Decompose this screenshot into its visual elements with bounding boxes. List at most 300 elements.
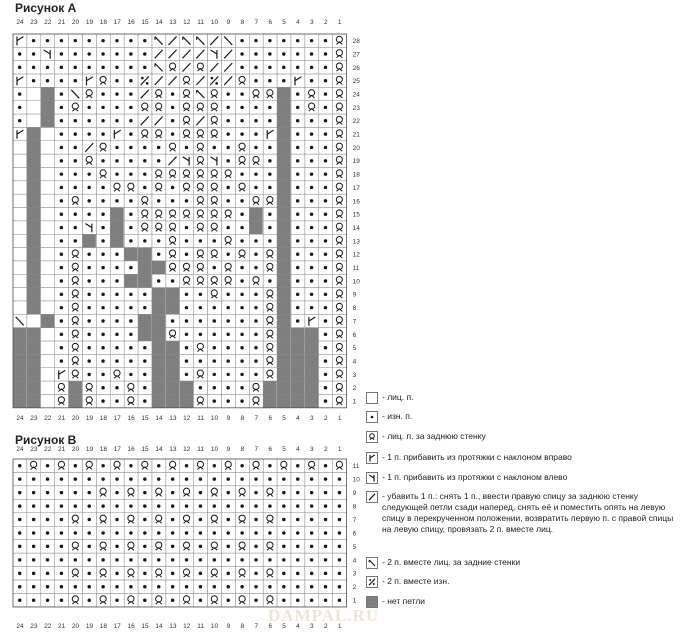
column-number-top: 15 xyxy=(141,446,149,453)
column-number-top: 12 xyxy=(183,446,191,453)
stitch-cell-twisted-knit xyxy=(152,594,166,607)
legend-item-purl xyxy=(366,411,682,423)
row-number: 24 xyxy=(352,91,360,99)
legend-item-increase-right xyxy=(366,452,682,464)
stitch-cell-purl xyxy=(180,553,194,566)
row-number: 1 xyxy=(352,398,357,406)
stitch-cell-purl xyxy=(13,513,27,526)
stitch-cell-purl xyxy=(235,526,249,539)
stitch-cell-twisted-knit xyxy=(69,513,83,526)
stitch-cell-purl xyxy=(69,526,83,539)
column-number-bottom: 14 xyxy=(155,415,163,422)
stitch-cell-purl xyxy=(263,580,277,593)
column-number-bottom: 22 xyxy=(44,623,52,630)
column-number-top: 14 xyxy=(155,19,163,26)
stitch-cell-purl xyxy=(333,472,347,485)
stitch-cell-purl xyxy=(110,499,124,512)
stitch-cell-twisted-knit xyxy=(263,486,277,499)
stitch-cell-purl xyxy=(138,594,152,607)
stitch-cell-purl xyxy=(180,580,194,593)
stitch-cell-purl xyxy=(291,486,305,499)
stitch-cell-twisted-knit xyxy=(208,513,222,526)
stitch-cell-purl xyxy=(249,553,263,566)
stitch-cell-purl xyxy=(69,580,83,593)
legend-item-increase-left xyxy=(366,472,682,484)
column-number-bottom: 8 xyxy=(240,623,245,630)
stitch-cell-purl xyxy=(249,526,263,539)
column-number-top: 11 xyxy=(197,446,205,453)
column-number-bottom: 19 xyxy=(85,623,94,630)
stitch-cell-purl xyxy=(222,499,236,512)
stitch-cell-purl xyxy=(55,567,69,580)
purl-icon xyxy=(366,411,378,423)
column-number-top: 16 xyxy=(127,19,135,26)
legend-item-k2tog-tbl xyxy=(366,557,682,569)
stitch-cell-purl xyxy=(277,594,291,607)
column-number-bottom: 2 xyxy=(323,623,328,630)
stitch-cell-purl xyxy=(319,459,333,472)
legend-text: - убавить 1 п.: снять 1 п., ввести правую спицу за заднюю стенку следующей петли сзади наперед, снять её и поместить опять на левую спицу в перекрученном положении, возвратить первую п. с правой спицы на левую спицу, провязать 2 п. вместе лиц. xyxy=(382,491,674,534)
stitch-cell-purl xyxy=(249,513,263,526)
stitch-cell-purl xyxy=(152,459,166,472)
stitch-cell-purl xyxy=(291,594,305,607)
column-number-top: 23 xyxy=(30,19,38,26)
stitch-cell-purl xyxy=(152,472,166,485)
stitch-cell-purl xyxy=(69,553,83,566)
row-number: 25 xyxy=(352,78,360,86)
stitch-cell-purl xyxy=(41,486,55,499)
stitch-cell-twisted-knit xyxy=(69,567,83,580)
stitch-cell-twisted-knit xyxy=(263,567,277,580)
row-number: 17 xyxy=(352,184,360,192)
stitch-cell-purl xyxy=(319,594,333,607)
knit-icon xyxy=(366,392,378,404)
stitch-cell-purl xyxy=(305,540,319,553)
stitch-cell-purl xyxy=(319,567,333,580)
p2tog-icon xyxy=(366,576,378,588)
column-number-top: 23 xyxy=(30,446,38,453)
column-number-top: 22 xyxy=(44,19,52,26)
stitch-cell-purl xyxy=(41,499,55,512)
row-number: 8 xyxy=(352,305,357,313)
stitch-cell-purl xyxy=(110,472,124,485)
legend-item-no-stitch xyxy=(366,596,682,608)
stitch-cell-purl xyxy=(235,499,249,512)
stitch-cell-purl xyxy=(277,513,291,526)
stitch-cell-purl xyxy=(13,594,27,607)
column-number-bottom: 4 xyxy=(296,623,300,630)
stitch-cell-purl xyxy=(27,594,41,607)
legend-item-twisted-knit xyxy=(366,431,682,443)
stitch-cell-purl xyxy=(319,472,333,485)
stitch-cell-twisted-knit xyxy=(194,459,208,472)
stitch-cell-purl xyxy=(249,580,263,593)
column-number-bottom: 10 xyxy=(210,623,219,630)
column-number-bottom: 5 xyxy=(282,415,286,422)
stitch-cell-purl xyxy=(138,472,152,485)
stitch-cell-purl xyxy=(277,472,291,485)
stitch-cell-purl xyxy=(41,472,55,485)
stitch-cell-purl xyxy=(27,499,41,512)
stitch-cell-purl xyxy=(208,553,222,566)
stitch-cell-purl xyxy=(277,580,291,593)
stitch-cell-twisted-knit xyxy=(110,459,124,472)
legend-item-p2tog xyxy=(366,576,682,588)
stitch-cell-purl xyxy=(194,499,208,512)
stitch-cell-twisted-knit xyxy=(124,513,138,526)
stitch-cell-purl xyxy=(13,540,27,553)
stitch-cell-twisted-knit xyxy=(124,567,138,580)
stitch-cell-purl xyxy=(152,580,166,593)
stitch-cell-twisted-knit xyxy=(180,567,194,580)
legend-item-k2tog xyxy=(366,491,682,535)
row-number: 28 xyxy=(352,38,360,46)
stitch-cell-purl xyxy=(235,472,249,485)
stitch-cell-purl xyxy=(208,499,222,512)
column-number-bottom: 17 xyxy=(113,415,121,422)
stitch-cell-purl xyxy=(166,594,180,607)
column-number-top: 14 xyxy=(155,446,163,453)
stitch-cell-twisted-knit xyxy=(152,540,166,553)
column-number-top: 20 xyxy=(71,19,80,26)
column-number-top: 1 xyxy=(337,19,342,26)
stitch-cell-purl xyxy=(166,526,180,539)
stitch-cell-purl xyxy=(194,526,208,539)
stitch-cell-purl xyxy=(41,526,55,539)
stitch-cell-twisted-knit xyxy=(235,513,249,526)
stitch-cell-purl xyxy=(277,486,291,499)
column-number-top: 6 xyxy=(268,19,272,26)
column-number-top: 21 xyxy=(58,446,66,453)
column-number-bottom: 3 xyxy=(310,623,314,630)
column-number-bottom: 9 xyxy=(226,623,231,630)
column-number-bottom: 21 xyxy=(58,415,66,422)
stitch-cell-purl xyxy=(305,553,319,566)
stitch-cell-purl xyxy=(55,486,69,499)
stitch-cell-purl xyxy=(263,472,277,485)
stitch-cell-purl xyxy=(277,567,291,580)
chart-b-title: Рисунок B xyxy=(15,433,77,447)
column-number-bottom: 12 xyxy=(183,415,191,422)
stitch-cell-twisted-knit xyxy=(222,459,236,472)
column-number-bottom: 24 xyxy=(16,415,24,422)
stitch-cell-purl xyxy=(222,553,236,566)
stitch-cell-twisted-knit xyxy=(152,486,166,499)
row-number: 9 xyxy=(352,490,357,498)
legend-text: - 1 п. прибавить из протяжки с наклоном влево xyxy=(382,472,568,482)
column-number-top: 5 xyxy=(282,19,286,26)
column-number-top: 5 xyxy=(282,446,286,453)
column-number-bottom: 11 xyxy=(197,623,205,630)
stitch-cell-purl xyxy=(291,553,305,566)
stitch-cell-purl xyxy=(110,553,124,566)
row-number: 10 xyxy=(352,476,360,484)
stitch-cell-purl xyxy=(124,499,138,512)
column-number-bottom: 20 xyxy=(71,623,80,630)
stitch-cell-twisted-knit xyxy=(69,594,83,607)
column-number-bottom: 10 xyxy=(210,415,219,422)
stitch-cell-purl xyxy=(249,567,263,580)
row-number: 21 xyxy=(352,131,360,139)
stitch-cell-purl xyxy=(166,472,180,485)
stitch-cell-purl xyxy=(305,567,319,580)
stitch-cell-purl xyxy=(333,580,347,593)
row-number: 20 xyxy=(352,144,360,152)
column-number-bottom: 6 xyxy=(268,623,272,630)
stitch-cell-purl xyxy=(194,553,208,566)
row-number: 1 xyxy=(352,597,357,605)
stitch-cell-twisted-knit xyxy=(180,540,194,553)
stitch-cell-purl xyxy=(138,499,152,512)
stitch-cell-purl xyxy=(166,567,180,580)
stitch-cell-purl xyxy=(83,594,97,607)
row-number: 4 xyxy=(352,557,357,565)
column-number-top: 3 xyxy=(310,19,314,26)
stitch-cell-purl xyxy=(305,472,319,485)
column-number-top: 15 xyxy=(141,19,149,26)
stitch-cell-purl xyxy=(69,459,83,472)
stitch-cell-purl xyxy=(83,499,97,512)
column-number-top: 24 xyxy=(16,19,24,26)
column-number-bottom: 16 xyxy=(127,623,135,630)
stitch-cell-purl xyxy=(83,567,97,580)
stitch-cell-purl xyxy=(83,580,97,593)
column-number-top: 2 xyxy=(323,19,328,26)
stitch-cell-purl xyxy=(13,499,27,512)
stitch-cell-twisted-knit xyxy=(333,459,347,472)
stitch-cell-purl xyxy=(27,580,41,593)
stitch-cell-purl xyxy=(291,472,305,485)
stitch-cell-purl xyxy=(208,459,222,472)
row-number: 18 xyxy=(352,171,360,179)
column-number-top: 17 xyxy=(113,19,121,26)
legend-item-knit xyxy=(366,392,682,404)
chart-a-title: Рисунок A xyxy=(15,1,77,15)
row-number: 19 xyxy=(352,158,360,166)
stitch-cell-purl xyxy=(110,540,124,553)
stitch-cell-purl xyxy=(194,486,208,499)
stitch-cell-purl xyxy=(41,580,55,593)
stitch-cell-purl xyxy=(138,567,152,580)
row-number: 14 xyxy=(352,224,360,232)
stitch-cell-purl xyxy=(138,553,152,566)
stitch-cell-twisted-knit xyxy=(263,513,277,526)
stitch-cell-purl xyxy=(291,499,305,512)
legend-text: - 1 п. прибавить из протяжки с наклоном вправо xyxy=(382,452,572,462)
stitch-cell-purl xyxy=(166,553,180,566)
stitch-cell-twisted-knit xyxy=(263,540,277,553)
stitch-cell-twisted-knit xyxy=(124,486,138,499)
stitch-cell-purl xyxy=(291,580,305,593)
legend-text: - 2 п. вместе изн. xyxy=(382,576,450,586)
stitch-cell-twisted-knit xyxy=(96,486,110,499)
stitch-cell-purl xyxy=(319,540,333,553)
column-number-bottom: 13 xyxy=(169,415,177,422)
stitch-cell-purl xyxy=(208,472,222,485)
stitch-cell-purl xyxy=(27,513,41,526)
stitch-cell-twisted-knit xyxy=(27,459,41,472)
column-number-bottom: 21 xyxy=(58,623,66,630)
column-number-bottom: 20 xyxy=(71,415,80,422)
stitch-cell-twisted-knit xyxy=(152,513,166,526)
stitch-cell-purl xyxy=(124,553,138,566)
row-number: 22 xyxy=(352,118,360,126)
stitch-cell-purl xyxy=(83,526,97,539)
column-number-top: 8 xyxy=(240,19,245,26)
stitch-cell-twisted-knit xyxy=(124,594,138,607)
stitch-cell-purl xyxy=(96,499,110,512)
stitch-cell-purl xyxy=(13,472,27,485)
column-number-bottom: 3 xyxy=(310,415,314,422)
column-number-bottom: 23 xyxy=(30,623,38,630)
increase-left-icon xyxy=(366,472,378,484)
stitch-cell-purl xyxy=(55,594,69,607)
column-number-top: 4 xyxy=(296,19,300,26)
row-number: 4 xyxy=(352,358,357,366)
stitch-cell-purl xyxy=(291,513,305,526)
stitch-cell-purl xyxy=(55,513,69,526)
stitch-cell-purl xyxy=(13,580,27,593)
column-number-top: 8 xyxy=(240,446,245,453)
column-number-bottom: 1 xyxy=(337,623,342,630)
column-number-bottom: 7 xyxy=(254,415,259,422)
stitch-cell-purl xyxy=(291,540,305,553)
stitch-cell-purl xyxy=(166,486,180,499)
stitch-cell-purl xyxy=(110,526,124,539)
stitch-cell-twisted-knit xyxy=(55,459,69,472)
stitch-cell-purl xyxy=(333,499,347,512)
stitch-cell-purl xyxy=(249,594,263,607)
stitch-cell-purl xyxy=(41,594,55,607)
stitch-cell-purl xyxy=(27,540,41,553)
stitch-cell-purl xyxy=(55,553,69,566)
stitch-cell-purl xyxy=(194,472,208,485)
stitch-cell-purl xyxy=(194,513,208,526)
stitch-cell-purl xyxy=(235,580,249,593)
stitch-cell-purl xyxy=(249,499,263,512)
row-number: 11 xyxy=(352,265,360,273)
watermark: DAMPAL.RU xyxy=(268,606,380,625)
stitch-cell-purl xyxy=(96,472,110,485)
stitch-cell-purl xyxy=(166,513,180,526)
stitch-cell-purl xyxy=(166,580,180,593)
column-number-top: 19 xyxy=(85,19,94,26)
stitch-cell-purl xyxy=(277,553,291,566)
stitch-cell-purl xyxy=(194,594,208,607)
stitch-cell-purl xyxy=(13,459,27,472)
stitch-cell-purl xyxy=(124,459,138,472)
column-number-top: 16 xyxy=(127,446,135,453)
column-number-top: 22 xyxy=(44,446,52,453)
stitch-cell-twisted-knit xyxy=(69,540,83,553)
stitch-cell-purl xyxy=(27,472,41,485)
stitch-cell-purl xyxy=(138,486,152,499)
stitch-cell-purl xyxy=(319,513,333,526)
stitch-cell-purl xyxy=(96,553,110,566)
stitch-cell-purl xyxy=(305,499,319,512)
stitch-cell-purl xyxy=(152,499,166,512)
column-number-top: 3 xyxy=(310,446,314,453)
stitch-cell-purl xyxy=(83,486,97,499)
stitch-cell-purl xyxy=(194,580,208,593)
stitch-cell-purl xyxy=(110,580,124,593)
stitch-cell-purl xyxy=(319,553,333,566)
column-number-top: 9 xyxy=(226,446,231,453)
column-number-top: 10 xyxy=(210,446,219,453)
column-number-top: 4 xyxy=(296,446,300,453)
stitch-cell-purl xyxy=(277,526,291,539)
stitch-cell-purl xyxy=(305,486,319,499)
column-number-bottom: 17 xyxy=(113,623,121,630)
stitch-cell-purl xyxy=(83,540,97,553)
row-number: 11 xyxy=(352,463,360,471)
row-number: 10 xyxy=(352,278,360,286)
column-number-top: 19 xyxy=(85,446,94,453)
stitch-cell-purl xyxy=(291,567,305,580)
stitch-cell-purl xyxy=(69,472,83,485)
stitch-cell-purl xyxy=(291,459,305,472)
stitch-cell-purl xyxy=(222,540,236,553)
row-number: 26 xyxy=(352,64,360,72)
stitch-cell-purl xyxy=(263,459,277,472)
stitch-cell-purl xyxy=(152,553,166,566)
column-number-top: 18 xyxy=(99,446,107,453)
stitch-cell-purl xyxy=(83,553,97,566)
row-number: 5 xyxy=(352,543,357,551)
stitch-cell-twisted-knit xyxy=(235,486,249,499)
column-number-top: 18 xyxy=(99,19,107,26)
column-number-bottom: 2 xyxy=(323,415,328,422)
stitch-cell-purl xyxy=(41,540,55,553)
stitch-cell-purl xyxy=(263,499,277,512)
column-number-bottom: 24 xyxy=(16,623,24,630)
column-number-bottom: 8 xyxy=(240,415,245,422)
stitch-cell-purl xyxy=(333,594,347,607)
column-number-bottom: 6 xyxy=(268,415,272,422)
stitch-cell-purl xyxy=(277,540,291,553)
stitch-cell-purl xyxy=(263,526,277,539)
column-number-top: 11 xyxy=(197,19,205,26)
stitch-cell-purl xyxy=(180,526,194,539)
stitch-cell-purl xyxy=(319,499,333,512)
column-number-bottom: 18 xyxy=(99,415,107,422)
stitch-cell-purl xyxy=(222,594,236,607)
stitch-cell-purl xyxy=(305,580,319,593)
column-number-top: 13 xyxy=(169,19,177,26)
stitch-cell-purl xyxy=(222,567,236,580)
stitch-cell-purl xyxy=(13,553,27,566)
stitch-cell-purl xyxy=(13,567,27,580)
stitch-cell-purl xyxy=(69,499,83,512)
row-number: 27 xyxy=(352,51,360,59)
row-number: 16 xyxy=(352,198,360,206)
stitch-cell-purl xyxy=(110,486,124,499)
row-number: 5 xyxy=(352,345,357,353)
stitch-cell-purl xyxy=(41,513,55,526)
stitch-cell-twisted-knit xyxy=(235,594,249,607)
stitch-cell-purl xyxy=(166,499,180,512)
stitch-cell-purl xyxy=(319,580,333,593)
stitch-cell-purl xyxy=(235,553,249,566)
stitch-cell-purl xyxy=(249,540,263,553)
twisted-knit-icon xyxy=(366,431,378,443)
column-number-top: 17 xyxy=(113,446,121,453)
stitch-cell-purl xyxy=(55,499,69,512)
stitch-cell-purl xyxy=(69,486,83,499)
stitch-cell-purl xyxy=(319,486,333,499)
row-number: 6 xyxy=(352,331,357,339)
stitch-cell-purl xyxy=(138,513,152,526)
